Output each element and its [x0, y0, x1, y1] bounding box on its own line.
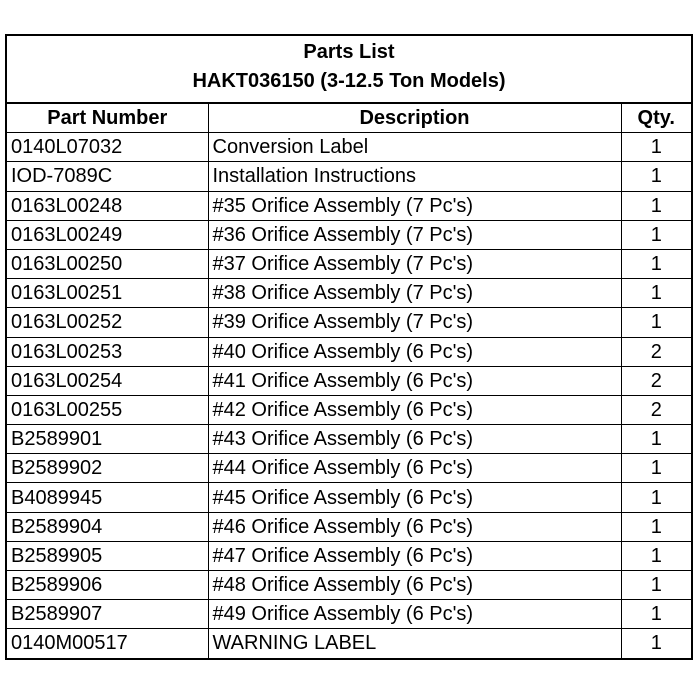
description-cell: #44 Orifice Assembly (6 Pc's) — [208, 454, 621, 483]
description-cell: Conversion Label — [208, 133, 621, 162]
table-row — [7, 395, 691, 424]
description-cell: WARNING LABEL — [208, 629, 621, 658]
table-row — [7, 133, 691, 162]
description-cell: Installation Instructions — [208, 162, 621, 191]
part-number-cell: IOD-7089C — [7, 162, 208, 191]
part-number-cell: 0163L00248 — [7, 191, 208, 220]
table-row — [7, 279, 691, 308]
qty-cell: 1 — [621, 600, 691, 629]
part-number-cell: 0163L00249 — [7, 220, 208, 249]
description-cell: #38 Orifice Assembly (7 Pc's) — [208, 279, 621, 308]
qty-cell: 2 — [621, 395, 691, 424]
part-number-cell: 0163L00255 — [7, 395, 208, 424]
qty-cell: 1 — [621, 425, 691, 454]
qty-cell: 1 — [621, 279, 691, 308]
part-number-cell: B4089945 — [7, 483, 208, 512]
qty-cell: 1 — [621, 133, 691, 162]
qty-cell: 1 — [621, 512, 691, 541]
description-cell: #47 Orifice Assembly (6 Pc's) — [208, 541, 621, 570]
table-row — [7, 541, 691, 570]
table-row — [7, 366, 691, 395]
table-row — [7, 425, 691, 454]
qty-cell: 1 — [621, 308, 691, 337]
table-row — [7, 220, 691, 249]
description-cell: #37 Orifice Assembly (7 Pc's) — [208, 249, 621, 278]
table-header-row — [7, 104, 691, 133]
column-header-qty: Qty. — [621, 104, 691, 133]
table-row — [7, 483, 691, 512]
qty-cell: 1 — [621, 191, 691, 220]
part-number-cell: 0163L00250 — [7, 249, 208, 278]
part-number-cell: B2589904 — [7, 512, 208, 541]
qty-cell: 2 — [621, 366, 691, 395]
parts-list-sheet — [5, 34, 693, 660]
qty-cell: 1 — [621, 483, 691, 512]
title-block — [7, 36, 691, 104]
part-number-cell: B2589901 — [7, 425, 208, 454]
part-number-cell: B2589906 — [7, 571, 208, 600]
qty-cell: 2 — [621, 337, 691, 366]
part-number-cell: 0163L00254 — [7, 366, 208, 395]
table-row — [7, 249, 691, 278]
part-number-cell: B2589905 — [7, 541, 208, 570]
qty-cell: 1 — [621, 162, 691, 191]
qty-cell: 1 — [621, 571, 691, 600]
table-row — [7, 571, 691, 600]
part-number-cell: 0140M00517 — [7, 629, 208, 658]
table-row — [7, 308, 691, 337]
description-cell: #49 Orifice Assembly (6 Pc's) — [208, 600, 621, 629]
parts-table — [7, 104, 691, 658]
table-row — [7, 191, 691, 220]
description-cell: #46 Orifice Assembly (6 Pc's) — [208, 512, 621, 541]
qty-cell: 1 — [621, 454, 691, 483]
part-number-cell: B2589902 — [7, 454, 208, 483]
part-number-cell: B2589907 — [7, 600, 208, 629]
description-cell: #45 Orifice Assembly (6 Pc's) — [208, 483, 621, 512]
part-number-cell: 0140L07032 — [7, 133, 208, 162]
part-number-cell: 0163L00253 — [7, 337, 208, 366]
table-row — [7, 629, 691, 658]
description-cell: #40 Orifice Assembly (6 Pc's) — [208, 337, 621, 366]
description-cell: #42 Orifice Assembly (6 Pc's) — [208, 395, 621, 424]
part-number-cell: 0163L00252 — [7, 308, 208, 337]
table-row — [7, 337, 691, 366]
column-header-part-number: Part Number — [7, 104, 208, 133]
description-cell: #36 Orifice Assembly (7 Pc's) — [208, 220, 621, 249]
column-header-description: Description — [208, 104, 621, 133]
description-cell: #43 Orifice Assembly (6 Pc's) — [208, 425, 621, 454]
description-cell: #39 Orifice Assembly (7 Pc's) — [208, 308, 621, 337]
qty-cell: 1 — [621, 249, 691, 278]
table-row — [7, 162, 691, 191]
table-body — [7, 133, 691, 658]
qty-cell: 1 — [621, 541, 691, 570]
table-row — [7, 600, 691, 629]
qty-cell: 1 — [621, 629, 691, 658]
description-cell: #48 Orifice Assembly (6 Pc's) — [208, 571, 621, 600]
description-cell: #41 Orifice Assembly (6 Pc's) — [208, 366, 621, 395]
page-title: Parts List — [303, 41, 395, 63]
description-cell: #35 Orifice Assembly (7 Pc's) — [208, 191, 621, 220]
page-subtitle: HAKT036150 (3-12.5 Ton Models) — [192, 70, 506, 92]
qty-cell: 1 — [621, 220, 691, 249]
table-row — [7, 454, 691, 483]
table-row — [7, 512, 691, 541]
part-number-cell: 0163L00251 — [7, 279, 208, 308]
